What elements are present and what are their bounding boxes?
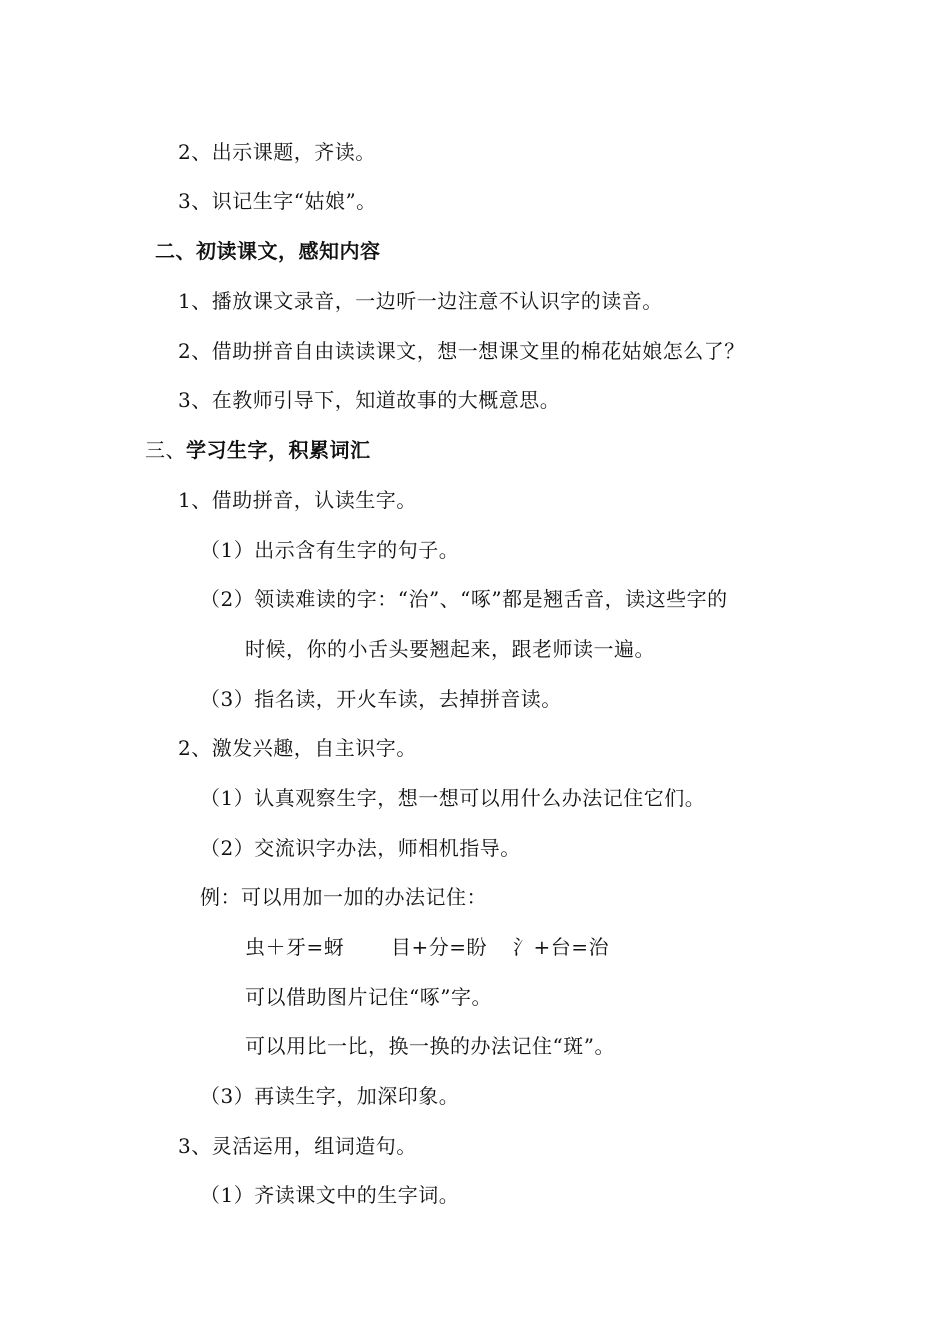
step-3-learn-word: 3、识记生字“姑娘”。 (178, 189, 377, 213)
example-compare-method: 可以用比一比，换一换的办法记住“斑”。 (245, 1034, 615, 1058)
section-3-step-1: 1、借助拼音，认读生字。 (178, 488, 417, 512)
substep-3-1: （1）齐读课文中的生字词。 (200, 1183, 460, 1207)
section-3-heading-prefix: 三、 (145, 438, 186, 462)
section-3-heading (145, 436, 371, 464)
section-3-step-3: 3、灵活运用，组词造句。 (178, 1134, 417, 1158)
substep-1-3: （3）指名读，开火车读，去掉拼音读。 (200, 687, 562, 711)
substep-2-3: （3）再读生字，加深印象。 (200, 1084, 460, 1108)
example-picture-method: 可以借助图片记住“啄”字。 (245, 985, 492, 1009)
section-3-heading-text: 学习生字，积累词汇 (186, 438, 371, 462)
substep-2-2: （2）交流识字办法，师相机指导。 (200, 836, 521, 860)
section-2-step-1: 1、播放课文录音，一边听一边注意不认识字的读音。 (178, 289, 663, 313)
substep-1-2-continued: 时候，你的小舌头要翘起来，跟老师读一遍。 (245, 637, 655, 661)
step-2-show-title: 2、出示课题，齐读。 (178, 140, 376, 164)
section-2-heading: 二、初读课文，感知内容 (155, 239, 381, 263)
example-intro: 例：可以用加一加的办法记住： (200, 885, 487, 909)
formula-eye-divide: 目+分=盼 (391, 935, 488, 959)
section-3-step-2: 2、激发兴趣，自主识字。 (178, 736, 417, 760)
substep-1-2: （2）领读难读的字：“治”、“啄”都是翘舌音，读这些字的 (200, 587, 728, 611)
example-formulas (245, 933, 609, 961)
formula-insect-tooth: 虫＋牙=蚜 (245, 935, 345, 959)
substep-2-1: （1）认真观察生字，想一想可以用什么办法记住它们。 (200, 786, 706, 810)
substep-1-1: （1）出示含有生字的句子。 (200, 538, 460, 562)
section-2-step-3: 3、在教师引导下，知道故事的大概意思。 (178, 388, 561, 412)
formula-water-platform: 氵+台=治 (513, 935, 610, 959)
section-2-step-2: 2、借助拼音自由读读课文，想一想课文里的棉花姑娘怎么了？ (178, 339, 745, 363)
